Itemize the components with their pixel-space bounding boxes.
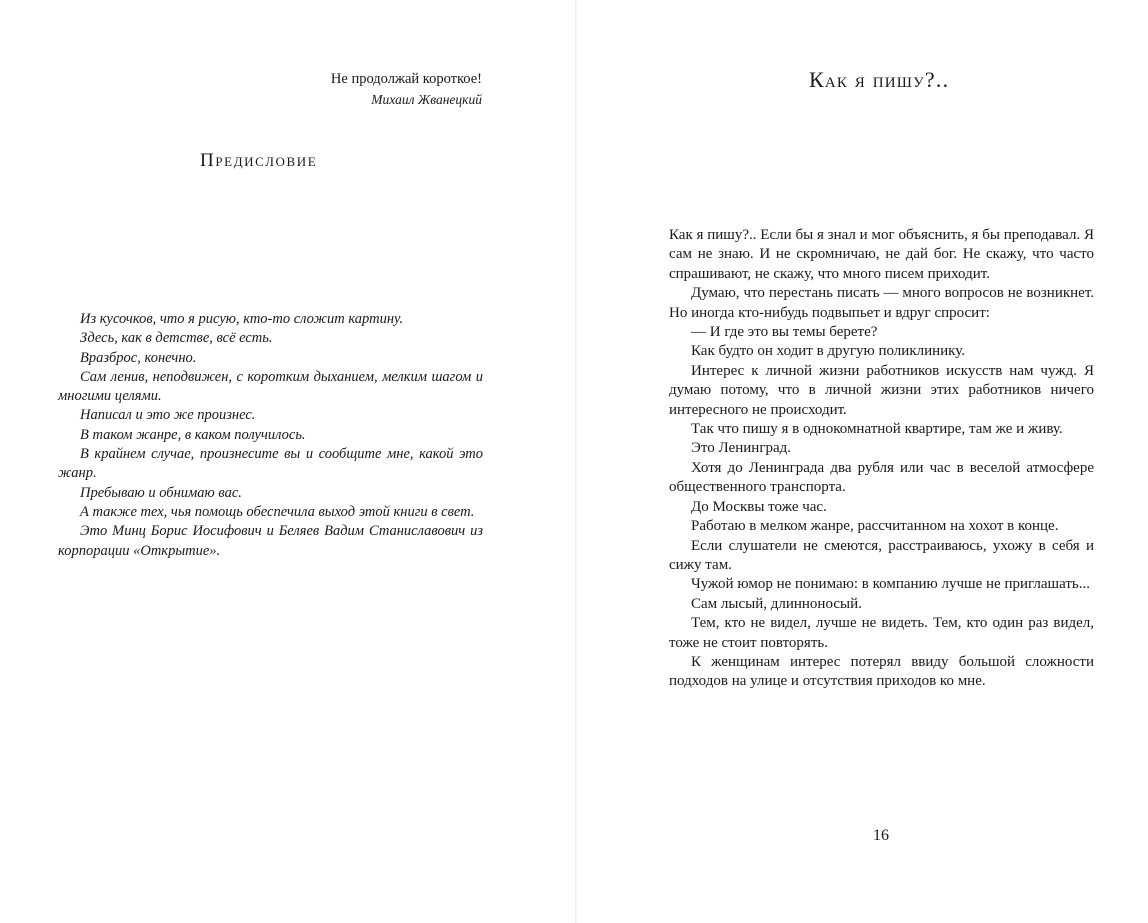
preface-paragraph: В таком жанре, в каком получилось.: [80, 426, 306, 443]
preface-title: Предисловие: [200, 150, 318, 171]
chapter-paragraph: Тем, кто не видел, лучше не видеть. Тем, кто один раз видел, тоже не стоит повторять.: [669, 615, 1094, 651]
chapter-paragraph: Это Ленинград.: [691, 440, 792, 457]
chapter-paragraph: Чужой юмор не понимаю: в компанию лучше не приглашать...: [691, 576, 1090, 593]
chapter-paragraph: Если слушатели не смеются, расстраиваюсь, ухожу в себя и сижу там.: [669, 537, 1094, 573]
preface-paragraph: Это Минц Борис Иосифович и Беляев Вадим Станиславович из корпорации «Открытие».: [58, 523, 483, 559]
chapter-paragraph: До Москвы тоже час.: [691, 498, 827, 515]
chapter-paragraph: Работаю в мелком жанре, рассчитанном на хохот в конце.: [691, 518, 1059, 535]
chapter-paragraph: Хотя до Ленинграда два рубля или час в веселой атмосфере общественного транспорта.: [669, 459, 1094, 496]
chapter-title: Как я пишу?..: [809, 67, 950, 92]
chapter-paragraph: Сам лысый, длинноносый.: [691, 595, 862, 612]
preface-paragraph: Сам ленив, неподвижен, с коротким дыханием, мелким шагом и многими целями.: [58, 368, 483, 405]
preface-text: [58, 310, 483, 561]
epigraph: [331, 68, 482, 110]
preface-paragraph: Пребываю и обнимаю вас.: [80, 484, 242, 501]
chapter-paragraph: Думаю, что перестань писать — много вопросов не возникнет. Но иногда кто-нибудь подвыпьет и вдруг спросит:: [669, 285, 1094, 321]
right-page: [577, 0, 1148, 923]
epigraph-text: Не продолжай короткое!: [330, 71, 482, 87]
chapter-paragraph: Как я пишу?.. Если бы я знал и мог объяснить, я бы преподавал. Я сам не знаю. И не скромничаю, не дай бог. Не скажу, что часто спрашивают, не скажу, что много писем приходит.: [669, 227, 1094, 282]
preface-paragraph: Написал и это же произнес.: [80, 407, 256, 424]
chapter-text: [669, 226, 1094, 692]
chapter-paragraph: Интерес к личной жизни работников искусств нам чужд. Я думаю потому, что в личной жизни этих работников ничего интересного не происходит.: [669, 362, 1094, 418]
epigraph-author: Михаил Жванецкий: [371, 92, 482, 107]
preface-paragraph: А также тех, чья помощь обеспечила выход этой книги в свет.: [80, 503, 475, 520]
preface-paragraph: Из кусочков, что я рисую, кто-то сложит картину.: [80, 311, 404, 327]
chapter-paragraph: Как будто он ходит в другую поликлинику.: [691, 343, 965, 360]
preface-paragraph: Вразброс, конечно.: [80, 349, 197, 366]
chapter-paragraph: — И где это вы темы берете?: [691, 324, 878, 341]
preface-paragraph: Здесь, как в детстве, всё есть.: [80, 330, 273, 347]
preface-paragraph: В крайнем случае, произнесите вы и сообщите мне, какой это жанр.: [58, 446, 483, 482]
chapter-paragraph: Так что пишу я в однокомнатной квартире, там же и живу.: [691, 421, 1063, 438]
chapter-paragraph: К женщинам интерес потерял ввиду большой сложности подходов на улице и отсутствия приходов ко мне.: [669, 653, 1094, 690]
page-number: 16: [873, 827, 889, 844]
